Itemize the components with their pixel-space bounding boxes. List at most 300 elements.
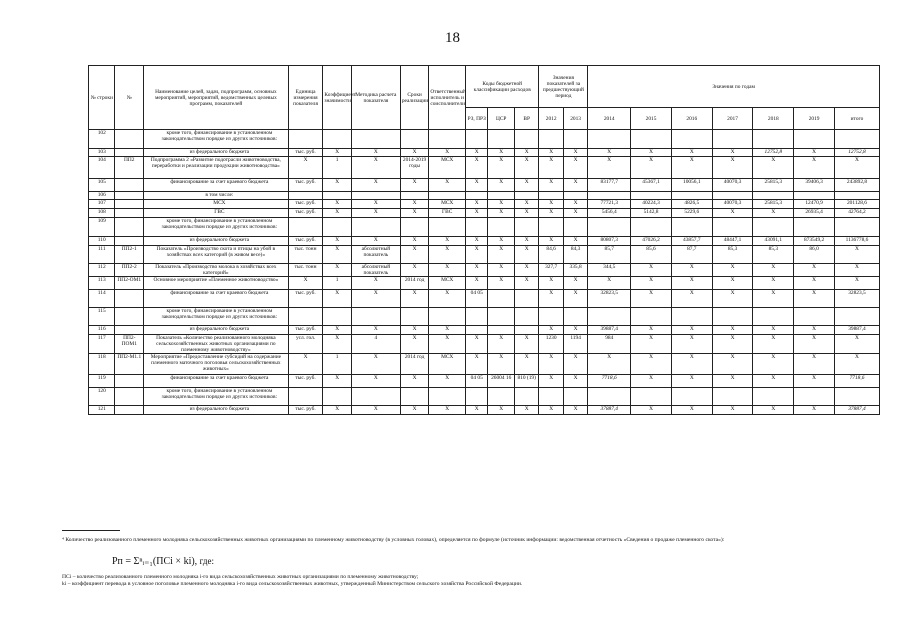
row-2015: X — [631, 277, 672, 290]
header-unit: Единица измерения показателя — [288, 66, 323, 130]
row-2018: 43091,1 — [753, 237, 794, 246]
row-2017 — [712, 192, 753, 200]
row-method: X — [351, 290, 400, 308]
row-method: абсолютный показатель — [351, 264, 400, 277]
row-term — [400, 130, 429, 149]
row-2014: 80807,3 — [588, 237, 631, 246]
row-2013 — [563, 308, 587, 326]
header-vr: ВР — [514, 108, 538, 130]
row-responsible: МСХ — [429, 354, 466, 375]
table-row — [89, 218, 880, 237]
row-csr: X — [488, 246, 514, 264]
row-csr: X — [488, 157, 514, 179]
row-2019: 86,0 — [794, 246, 835, 264]
row-coeff: X — [323, 290, 352, 308]
row-2016: X — [671, 354, 712, 375]
row-2012: X — [539, 354, 563, 375]
table-body — [89, 130, 880, 415]
row-vr: X — [514, 406, 538, 415]
row-csr: X — [488, 237, 514, 246]
row-term: X — [400, 246, 429, 264]
row-2014: X — [588, 157, 631, 179]
row-2013 — [563, 218, 587, 237]
row-term: X — [400, 326, 429, 335]
row-code — [115, 406, 144, 415]
row-2018: X — [753, 326, 794, 335]
row-code — [115, 192, 144, 200]
row-vr: X — [514, 209, 538, 218]
header-coeff: Коэффициент значимости — [323, 66, 352, 130]
row-responsible: МСХ — [429, 157, 466, 179]
row-number: 112 — [89, 264, 115, 277]
row-2012: X — [539, 290, 563, 308]
header-method: Методика расчета показателя — [351, 66, 400, 130]
row-rz: 04 05 — [466, 290, 488, 308]
row-name: кроме того, финансирование в установленном законодательством порядке из других источников: — [144, 218, 289, 237]
row-term — [400, 218, 429, 237]
footnote-def-ps: ПСi – количество реализованного племенного молодняка i-го вида сельскохозяйственных животных организациями по племенному животноводству; — [62, 574, 419, 580]
row-term: X — [400, 375, 429, 388]
formula-main: Рп = Σⁿᵢ₌₁(ПСi × ki), — [112, 556, 198, 567]
row-rz: X — [466, 246, 488, 264]
row-number: 110 — [89, 237, 115, 246]
row-term: X — [400, 335, 429, 354]
row-2014 — [588, 308, 631, 326]
row-coeff — [323, 130, 352, 149]
row-2013: 1194 — [563, 335, 587, 354]
row-code — [115, 200, 144, 209]
row-vr: 810 (19) — [514, 375, 538, 388]
row-2018: X — [753, 335, 794, 354]
row-2019: X — [794, 354, 835, 375]
row-2016: X — [671, 149, 712, 157]
row-2018: 12752,8 — [753, 149, 794, 157]
row-number: 102 — [89, 130, 115, 149]
row-number: 121 — [89, 406, 115, 415]
table-row — [89, 179, 880, 192]
row-2019: 39406,3 — [794, 179, 835, 192]
row-2015 — [631, 388, 672, 406]
row-code — [115, 308, 144, 326]
row-name: из федерального бюджета — [144, 406, 289, 415]
header-row-no: № строки — [89, 66, 115, 130]
row-2012: 1230 — [539, 335, 563, 354]
row-2017: 48447,1 — [712, 237, 753, 246]
row-name: финансирование за счет краевого бюджета — [144, 375, 289, 388]
row-2012: 84,6 — [539, 246, 563, 264]
row-number: 103 — [89, 149, 115, 157]
row-rz: X — [466, 179, 488, 192]
row-vr: X — [514, 149, 538, 157]
row-2014: X — [588, 354, 631, 375]
row-total: X — [834, 246, 879, 264]
row-responsible: МСХ — [429, 277, 466, 290]
row-unit: тыс. руб. — [288, 179, 323, 192]
row-rz — [466, 326, 488, 335]
row-responsible — [429, 308, 466, 326]
row-unit — [288, 130, 323, 149]
row-unit — [288, 192, 323, 200]
row-2016: X — [671, 335, 712, 354]
formula-where: где: — [199, 556, 214, 566]
row-unit: X — [288, 354, 323, 375]
row-2013: X — [563, 157, 587, 179]
row-2017: X — [712, 290, 753, 308]
row-coeff: X — [323, 209, 352, 218]
row-total — [834, 130, 879, 149]
table-row — [89, 388, 880, 406]
row-2012: X — [539, 209, 563, 218]
row-code: ПП2-1 — [115, 246, 144, 264]
row-csr — [488, 192, 514, 200]
row-2012: X — [539, 406, 563, 415]
row-vr: X — [514, 335, 538, 354]
row-total: 1136778,6 — [834, 237, 879, 246]
row-2014: 344,5 — [588, 264, 631, 277]
row-number: 117 — [89, 335, 115, 354]
row-2016 — [671, 192, 712, 200]
row-term: 2014-2019 годы — [400, 157, 429, 179]
row-method: X — [351, 406, 400, 415]
row-name: из федерального бюджета — [144, 237, 289, 246]
row-coeff — [323, 218, 352, 237]
row-csr — [488, 388, 514, 406]
row-name: Мероприятие «Предоставление субсидий на содержание племенного маточного поголовья сельскохозяйственных животных» — [144, 354, 289, 375]
row-2013: X — [563, 406, 587, 415]
row-2017: X — [712, 149, 753, 157]
row-vr: X — [514, 157, 538, 179]
row-number: 118 — [89, 354, 115, 375]
row-term: X — [400, 406, 429, 415]
row-name: кроме того, финансирование в установленном законодательством порядке из других источников: — [144, 308, 289, 326]
row-total: 39887,4 — [834, 326, 879, 335]
row-number: 115 — [89, 308, 115, 326]
row-2019 — [794, 388, 835, 406]
row-code — [115, 375, 144, 388]
row-method — [351, 388, 400, 406]
row-2019: 12470,9 — [794, 200, 835, 209]
row-coeff: X — [323, 264, 352, 277]
table-row — [89, 277, 880, 290]
row-2014: 7718,6 — [588, 375, 631, 388]
row-2012: X — [539, 149, 563, 157]
row-2018: X — [753, 157, 794, 179]
row-term: X — [400, 179, 429, 192]
row-2018 — [753, 388, 794, 406]
row-code — [115, 130, 144, 149]
table-row — [89, 354, 880, 375]
row-coeff: X — [323, 149, 352, 157]
row-2018: X — [753, 277, 794, 290]
table-row — [89, 246, 880, 264]
row-2018 — [753, 192, 794, 200]
row-term: X — [400, 209, 429, 218]
row-total: 7718,6 — [834, 375, 879, 388]
row-term: 2014 год — [400, 354, 429, 375]
row-unit: X — [288, 157, 323, 179]
table-row — [89, 406, 880, 415]
row-2016 — [671, 388, 712, 406]
row-2013: X — [563, 354, 587, 375]
row-code — [115, 326, 144, 335]
row-2017: X — [712, 326, 753, 335]
row-code: ПП2-2 — [115, 264, 144, 277]
header-term: Сроки реализации — [400, 66, 429, 130]
row-coeff: X — [323, 200, 352, 209]
row-2019: X — [794, 157, 835, 179]
row-responsible — [429, 192, 466, 200]
row-unit: X — [288, 277, 323, 290]
row-unit: тыс. тонн — [288, 246, 323, 264]
row-2019: X — [794, 277, 835, 290]
row-term: X — [400, 200, 429, 209]
row-2014: X — [588, 277, 631, 290]
row-total — [834, 388, 879, 406]
row-name: МСХ — [144, 200, 289, 209]
row-coeff: 1 — [323, 277, 352, 290]
header-2015: 2015 — [631, 108, 672, 130]
row-2016: 43857,7 — [671, 237, 712, 246]
row-2013: X — [563, 149, 587, 157]
row-total — [834, 192, 879, 200]
row-total: X — [834, 264, 879, 277]
row-name: из федерального бюджета — [144, 326, 289, 335]
row-total — [834, 308, 879, 326]
row-method: X — [351, 354, 400, 375]
row-2018: X — [753, 290, 794, 308]
row-rz: X — [466, 354, 488, 375]
header-2017: 2017 — [712, 108, 753, 130]
row-number: 108 — [89, 209, 115, 218]
row-vr — [514, 218, 538, 237]
row-2017 — [712, 388, 753, 406]
row-name: из федерального бюджета — [144, 149, 289, 157]
row-2015: X — [631, 354, 672, 375]
row-number: 111 — [89, 246, 115, 264]
row-2019: X — [794, 335, 835, 354]
row-unit: тыс. руб. — [288, 406, 323, 415]
row-coeff: X — [323, 375, 352, 388]
row-coeff: X — [323, 179, 352, 192]
row-number: 120 — [89, 388, 115, 406]
row-2014: 39887,4 — [588, 326, 631, 335]
row-coeff — [323, 192, 352, 200]
row-2019 — [794, 192, 835, 200]
row-2012: X — [539, 375, 563, 388]
row-rz: X — [466, 237, 488, 246]
row-2018: X — [753, 354, 794, 375]
row-rz: X — [466, 335, 488, 354]
row-method — [351, 308, 400, 326]
row-2016: X — [671, 277, 712, 290]
row-vr: X — [514, 237, 538, 246]
table-row — [89, 308, 880, 326]
row-vr — [514, 192, 538, 200]
row-2017: 40070,3 — [712, 179, 753, 192]
row-term: X — [400, 149, 429, 157]
row-responsible — [429, 388, 466, 406]
row-number: 106 — [89, 192, 115, 200]
row-term: X — [400, 237, 429, 246]
header-rz: РЗ, ПРЗ — [466, 108, 488, 130]
row-2013: X — [563, 200, 587, 209]
row-2013 — [563, 192, 587, 200]
table-row — [89, 326, 880, 335]
row-csr: X — [488, 406, 514, 415]
row-responsible: X — [429, 264, 466, 277]
row-rz — [466, 130, 488, 149]
row-2014: 32823,5 — [588, 290, 631, 308]
row-2019: X — [794, 406, 835, 415]
row-2017: 85,3 — [712, 246, 753, 264]
row-term — [400, 308, 429, 326]
row-number: 119 — [89, 375, 115, 388]
row-method: 4 — [351, 335, 400, 354]
row-responsible: ГВС — [429, 209, 466, 218]
row-csr — [488, 130, 514, 149]
row-2015: 5142,8 — [631, 209, 672, 218]
row-2016: X — [671, 157, 712, 179]
row-2019 — [794, 218, 835, 237]
row-2019: X — [794, 149, 835, 157]
row-coeff — [323, 308, 352, 326]
row-method: X — [351, 375, 400, 388]
row-2015: X — [631, 157, 672, 179]
table-row — [89, 130, 880, 149]
row-2015: X — [631, 406, 672, 415]
row-2012: X — [539, 157, 563, 179]
row-rz: X — [466, 406, 488, 415]
row-number: 105 — [89, 179, 115, 192]
row-unit: тыс. руб. — [288, 149, 323, 157]
row-2016: X — [671, 375, 712, 388]
row-responsible: X — [429, 335, 466, 354]
row-total: 42764,2 — [834, 209, 879, 218]
table-row — [89, 209, 880, 218]
row-responsible: X — [429, 326, 466, 335]
row-2013: X — [563, 237, 587, 246]
row-2014: 83177,7 — [588, 179, 631, 192]
row-2015: X — [631, 290, 672, 308]
row-name: Показатель «Производство скота и птицы на убой в хозяйствах всех категорий (в живом весе)» — [144, 246, 289, 264]
row-vr — [514, 326, 538, 335]
row-rz — [466, 388, 488, 406]
row-2015: X — [631, 149, 672, 157]
row-code — [115, 179, 144, 192]
row-rz — [466, 218, 488, 237]
row-2013: 335,8 — [563, 264, 587, 277]
row-2014 — [588, 388, 631, 406]
row-name: в том числе: — [144, 192, 289, 200]
row-name: Подпрограмма 2 «Развитие подотрасли животноводства, переработки и реализации продукции животноводства» — [144, 157, 289, 179]
row-2019: 873549,2 — [794, 237, 835, 246]
row-2012 — [539, 130, 563, 149]
header-2013: 2013 — [563, 108, 587, 130]
row-2013: X — [563, 209, 587, 218]
row-2013: 84,3 — [563, 246, 587, 264]
row-method: X — [351, 237, 400, 246]
row-vr: X — [514, 354, 538, 375]
row-method: X — [351, 277, 400, 290]
row-2018: X — [753, 264, 794, 277]
header-csr: ЦСР — [488, 108, 514, 130]
table-row — [89, 335, 880, 354]
row-method: X — [351, 157, 400, 179]
table-row — [89, 375, 880, 388]
row-method — [351, 130, 400, 149]
row-vr — [514, 130, 538, 149]
row-2016 — [671, 218, 712, 237]
table-row — [89, 264, 880, 277]
row-rz: X — [466, 149, 488, 157]
header-code-no: № — [115, 66, 144, 130]
row-name: Показатель «Производство молока в хозяйствах всех категорий» — [144, 264, 289, 277]
row-2019: X — [794, 290, 835, 308]
row-2017: X — [712, 157, 753, 179]
page-number: 18 — [445, 30, 460, 46]
row-2012: X — [539, 179, 563, 192]
row-2017 — [712, 308, 753, 326]
row-csr — [488, 218, 514, 237]
row-rz: 04 05 — [466, 375, 488, 388]
row-vr — [514, 308, 538, 326]
row-responsible: X — [429, 179, 466, 192]
row-2019 — [794, 308, 835, 326]
header-responsible: Ответственный исполнитель и соисполнители — [429, 66, 466, 130]
row-code — [115, 149, 144, 157]
row-rz: X — [466, 200, 488, 209]
header-2016: 2016 — [671, 108, 712, 130]
row-2013: X — [563, 326, 587, 335]
row-unit: тыс. тонн — [288, 264, 323, 277]
row-term: X — [400, 264, 429, 277]
row-term — [400, 388, 429, 406]
header-prev-values: Значения показателей за предшествующий период — [539, 66, 588, 108]
row-unit: тыс. руб. — [288, 237, 323, 246]
header-2014: 2014 — [588, 108, 631, 130]
row-name: финансирование за счет краевого бюджета — [144, 179, 289, 192]
row-method: абсолютный показатель — [351, 246, 400, 264]
row-method: X — [351, 149, 400, 157]
row-2017: X — [712, 406, 753, 415]
row-name: кроме того, финансирование в установленном законодательством порядке из других источников: — [144, 388, 289, 406]
header-2018: 2018 — [753, 108, 794, 130]
row-2014 — [588, 218, 631, 237]
row-2015 — [631, 130, 672, 149]
row-2013: X — [563, 277, 587, 290]
row-2017 — [712, 218, 753, 237]
row-2015 — [631, 218, 672, 237]
row-code: ПП2-ОМ1 — [115, 277, 144, 290]
row-2015: 85,6 — [631, 246, 672, 264]
row-2014 — [588, 192, 631, 200]
row-csr: X — [488, 264, 514, 277]
row-2016: X — [671, 406, 712, 415]
row-csr: X — [488, 335, 514, 354]
row-rz: X — [466, 157, 488, 179]
row-coeff: X — [323, 335, 352, 354]
table-row — [89, 290, 880, 308]
row-csr: 26004 16 — [488, 375, 514, 388]
row-total: X — [834, 354, 879, 375]
row-csr — [488, 308, 514, 326]
row-2012 — [539, 218, 563, 237]
row-responsible — [429, 218, 466, 237]
row-csr: X — [488, 179, 514, 192]
row-coeff: X — [323, 326, 352, 335]
row-2012: X — [539, 200, 563, 209]
row-code: ПП2-ПОМ1 — [115, 335, 144, 354]
